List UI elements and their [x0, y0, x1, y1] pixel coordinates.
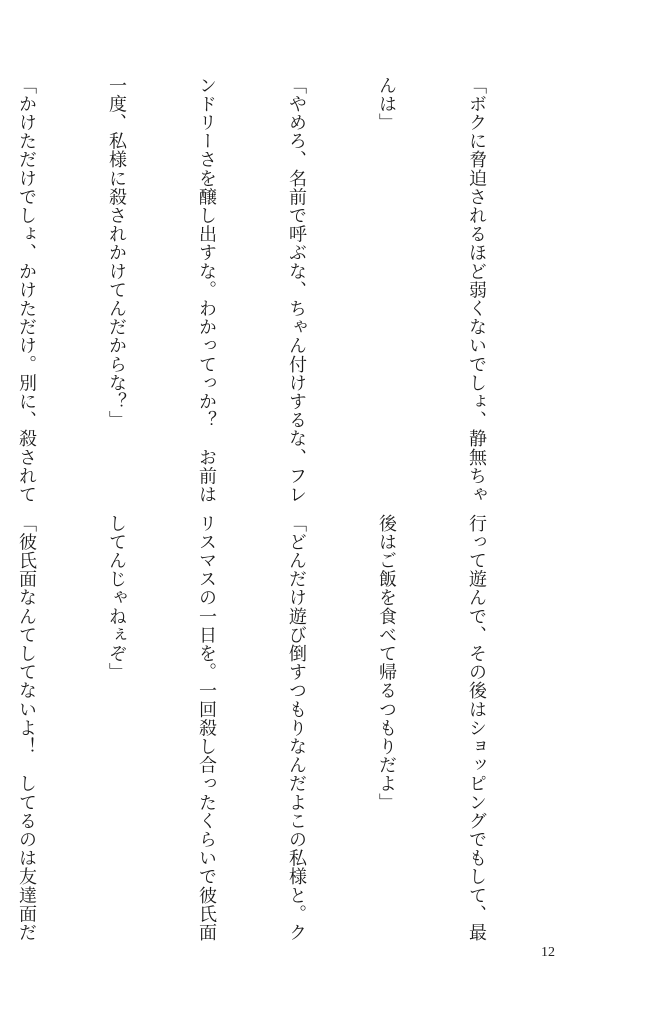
lower-text-block [16, 514, 551, 942]
text-line: 行って遊んで、その後はショッピングでもして、最 [466, 514, 487, 942]
text-line: 一度、私様に殺されかけてんだからな？」 [106, 76, 127, 430]
text-line: ンドリーさを醸し出すな。わかってっか？ お前は [196, 76, 217, 504]
text-line: 「やめろ、名前で呼ぶな、ちゃん付けするな、フレ [286, 76, 307, 504]
page-number: 12 [541, 945, 555, 960]
text-line: 「どんだけ遊び倒すつもりなんだよこの私様と。ク [286, 514, 307, 942]
text-line: 後はご飯を食べて帰るつもりだよ」 [376, 514, 397, 812]
text-line: 「かけただけでしょ、かけただけ。別に、殺されて [16, 76, 37, 504]
text-line: んは」 [376, 76, 397, 132]
text-line: 「ボクに脅迫されるほど弱くないでしょ、静無ちゃ [466, 76, 487, 504]
text-line: 「彼氏面なんてしてないよ！ してるのは友達面だ [16, 514, 37, 942]
upper-text-block [16, 76, 551, 504]
text-line: リスマスの一日を。一回殺し合ったくらいで彼氏面 [196, 514, 217, 942]
text-line: してんじゃねぇぞ」 [106, 514, 127, 682]
